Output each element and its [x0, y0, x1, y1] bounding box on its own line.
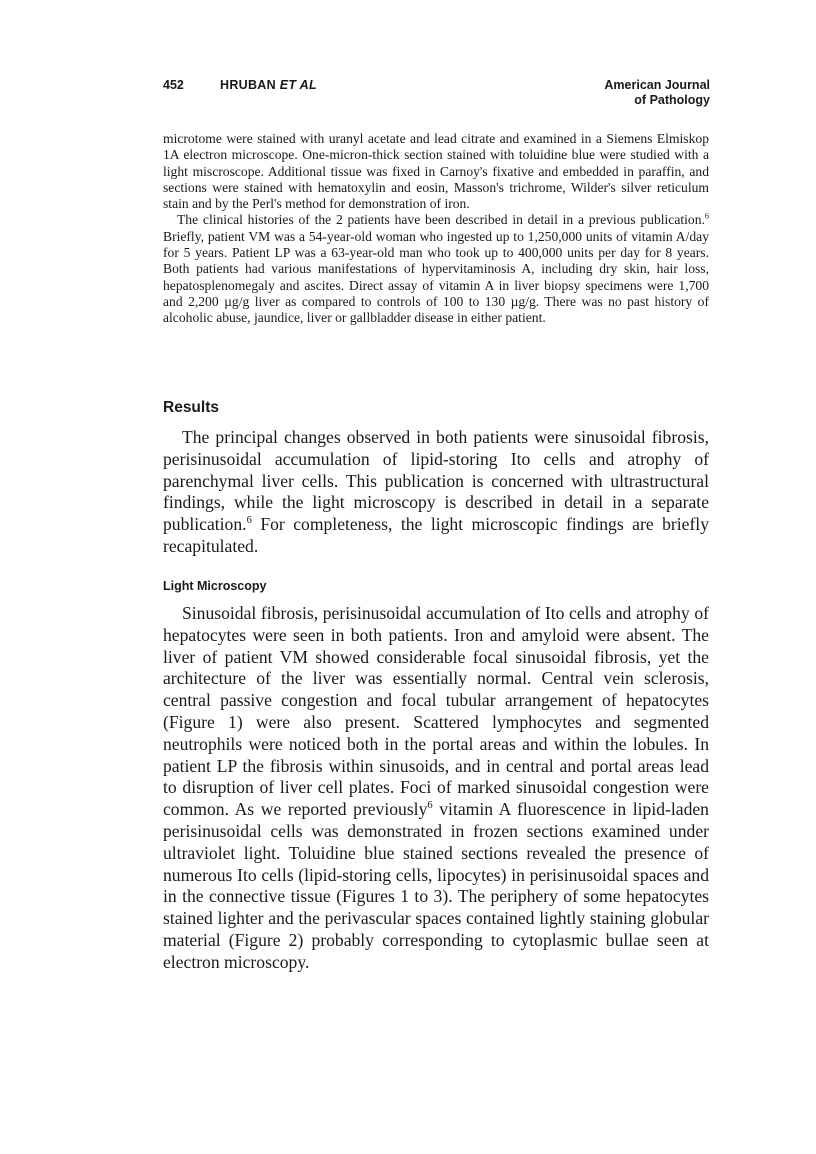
- journal-name: [604, 78, 710, 108]
- reference-marker: 6: [246, 515, 252, 527]
- results-p1-part2: For completeness, the light microscopic findings are briefly recapitulated.: [163, 514, 709, 556]
- methods-text: [163, 131, 709, 327]
- journal-name-line1: American Journal: [604, 78, 710, 92]
- methods-p2-part1: The clinical histories of the 2 patients have been described in detail in a previous publication.: [177, 212, 705, 228]
- methods-paragraph-1: microtome were stained with uranyl acetate and lead citrate and examined in a Siemens Elmiskop 1A electron microscope. One-micron-thick section stained with toluidine blue were studied with a light miscroscope. Additional tissue was fixed in Carnoy's fixative and embedded in paraffin, and sections were stained with hematoxylin and eosin, Masson's trichrome, Wilder's silver reticulum stain and by the Perl's method for demonstration of iron.: [163, 131, 709, 212]
- reference-marker: 6: [427, 800, 433, 812]
- methods-p2-part2: Briefly, patient VM was a 54-year-old woman who ingested up to 1,250,000 units of vitamin A/day for 5 years. Patient LP was a 63-year-old man who took up to 400,000 units per day for 8 years. Both patients had various manifestations of hypervitaminosis A, including dry skin, hair loss, hepatosplenomegaly and ascites. Direct assay of vitamin A in liver biopsy specimens were 1,700 and 2,200 µg/g liver as compared to controls of 100 to 130 µg/g. There was no past history of alcoholic abuse, jaundice, liver or gallbladder disease in either patient.: [163, 228, 709, 326]
- page-number: 452: [163, 78, 184, 92]
- author-name: HRUBAN: [220, 78, 276, 92]
- light-microscopy-heading: Light Microscopy: [163, 579, 267, 593]
- running-header: [163, 78, 710, 110]
- methods-paragraph-2: [163, 212, 709, 326]
- results-heading: Results: [163, 399, 219, 416]
- light-microscopy-paragraph: [163, 603, 709, 974]
- lm-p1-part1: Sinusoidal fibrosis, perisinusoidal accumulation of Ito cells and atrophy of hepatocytes were seen in both patients. Iron and amyloid were absent. The liver of patient VM showed considerable focal sinusoidal fibrosis, yet the architecture of the liver was essentially normal. Central vein sclerosis, central passive congestion and focal tubular arrangement of hepatocytes (Figure 1) were also present. Scattered lymphocytes and segmented neutrophils were noticed both in the portal areas and within the lobules. In patient LP the fibrosis within sinusoids, and in central and portal areas lead to disruption of liver cell plates. Foci of marked sinusoidal congestion were common. As we reported previously: [163, 603, 709, 820]
- running-authors: [220, 78, 317, 92]
- results-paragraph: [163, 427, 709, 558]
- light-microscopy-text: [163, 603, 709, 974]
- journal-name-line2: of Pathology: [634, 93, 710, 107]
- reference-marker: 6: [704, 211, 709, 221]
- results-text: [163, 427, 709, 558]
- et-al: ET AL: [279, 78, 317, 92]
- results-p1-part1: The principal changes observed in both patients were sinusoidal fibrosis, perisinusoidal accumulation of lipid-storing Ito cells and atrophy of parenchymal liver cells. This publication is concerned with ultrastructural findings, while the light microscopy is described in detail in a separate publication.: [163, 427, 709, 535]
- lm-p1-part2: vitamin A fluorescence in lipid-laden perisinusoidal cells was demonstrated in frozen sections examined under ultraviolet light. Toluidine blue stained sections revealed the presence of numerous Ito cells (lipid-storing cells, lipocytes) in perisinusoidal spaces and in the connective tissue (Figures 1 to 3). The periphery of some hepatocytes stained lighter and the perivascular spaces contained lightly staining globular material (Figure 2) probably corresponding to cytoplasmic bullae seen at electron microscopy.: [163, 799, 709, 972]
